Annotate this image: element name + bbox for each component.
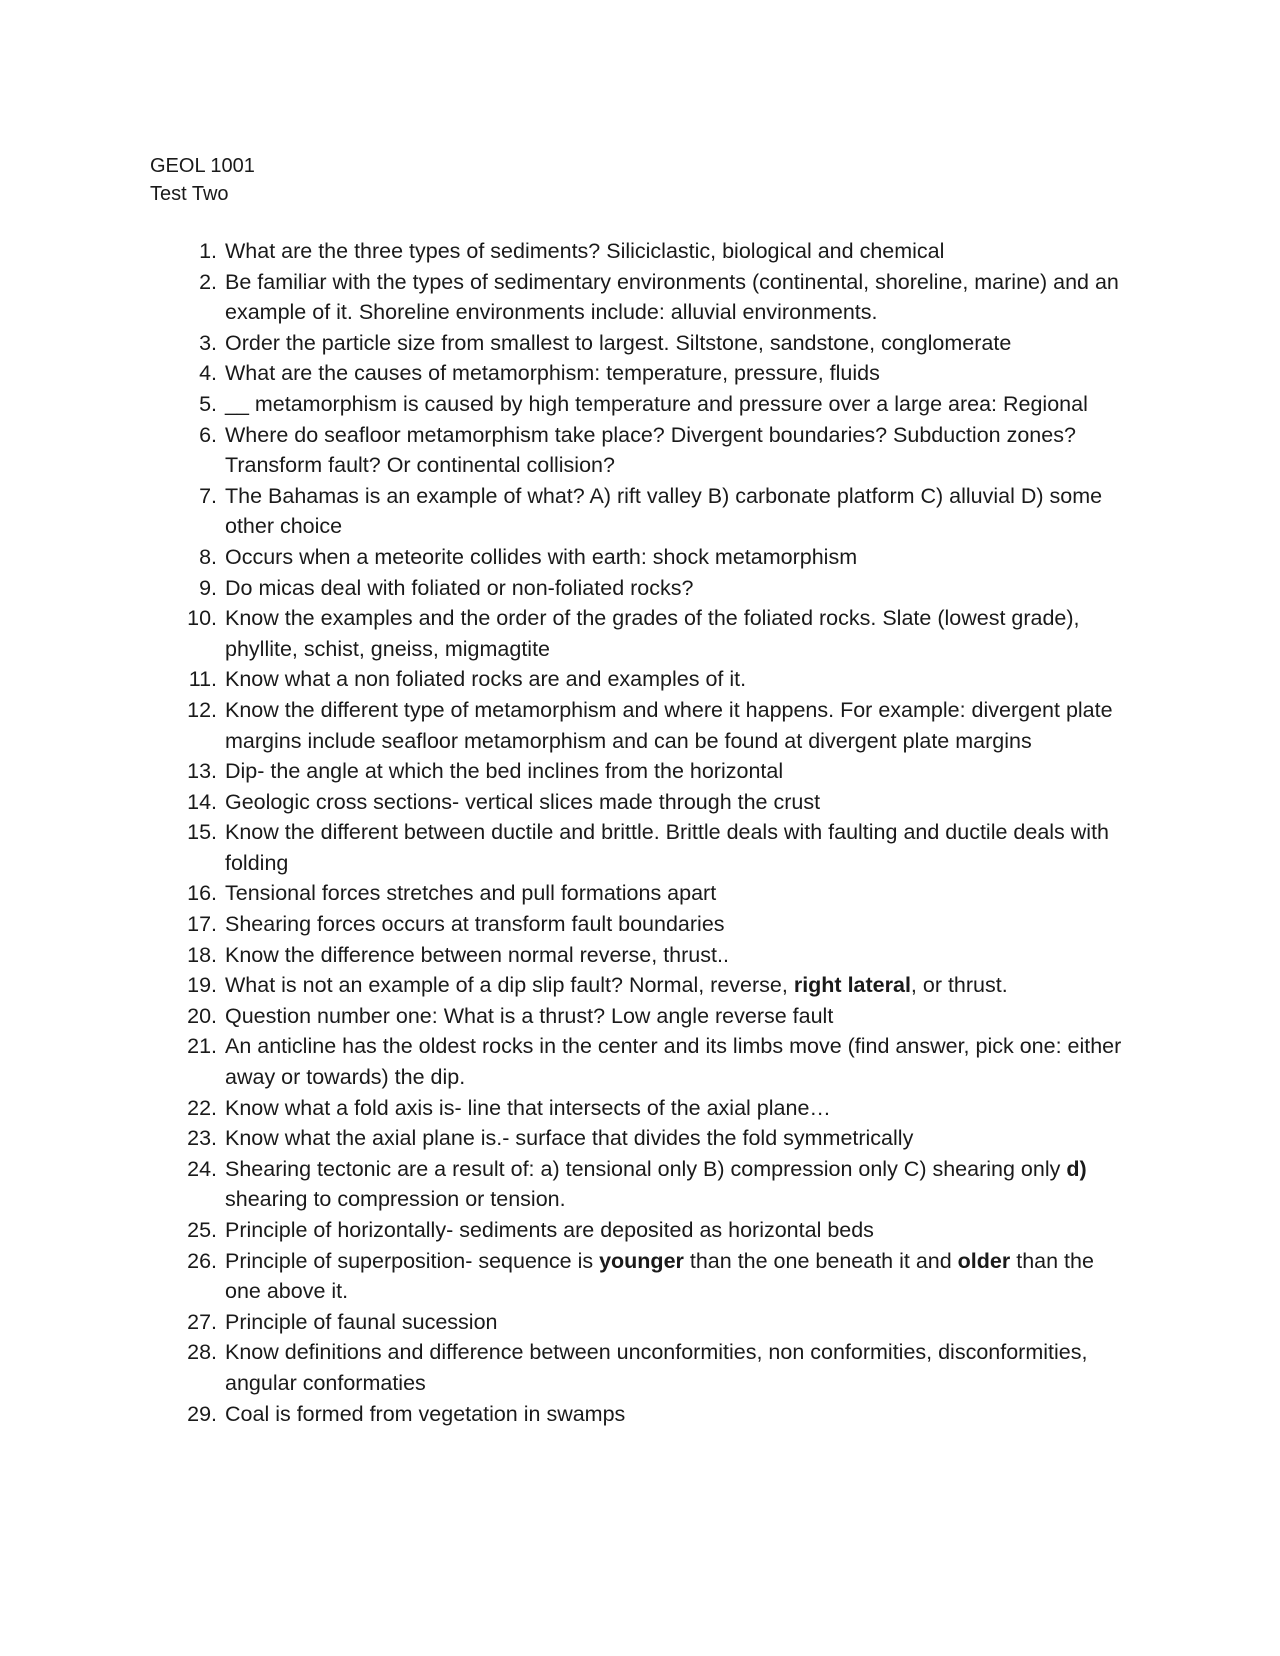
question-item	[0, 970, 1280, 1001]
question-item	[0, 1246, 1280, 1307]
question-text	[225, 1399, 1130, 1430]
question-number: 17.	[187, 912, 217, 937]
question-item	[0, 358, 1280, 389]
question-item	[0, 389, 1280, 420]
question-text-segment: Shearing tectonic are a result of: a) tensional only B) compression only C) shearing only	[225, 1156, 1067, 1181]
question-text	[225, 1154, 1130, 1215]
question-text	[225, 909, 1130, 940]
question-text-segment: An anticline has the oldest rocks in the center and its limbs move (find answer, pick one: either away or towards) the dip.	[225, 1034, 1122, 1090]
question-text-segment: Occurs when a meteorite collides with earth: shock metamorphism	[225, 544, 858, 569]
question-text-segment: What is not an example of a dip slip fault? Normal, reverse,	[225, 973, 794, 998]
question-text	[225, 1246, 1130, 1307]
question-item	[0, 1307, 1280, 1338]
question-text	[225, 481, 1130, 542]
question-number: 25.	[187, 1218, 217, 1242]
course-code: GEOL 1001	[150, 155, 255, 177]
question-item	[0, 787, 1280, 818]
question-text-segment: shearing to compression or tension.	[225, 1187, 566, 1212]
question-item	[0, 1154, 1280, 1215]
question-number: 13.	[187, 759, 217, 784]
question-text	[225, 389, 1130, 420]
question-text-segment: Principle of horizontally- sediments are deposited as horizontal beds	[225, 1218, 874, 1242]
question-number: 3.	[199, 330, 217, 355]
question-number: 9.	[199, 575, 217, 600]
question-text-segment: Know what a fold axis is- line that intersects of the axial plane…	[225, 1095, 831, 1120]
question-text-segment: Where do seafloor metamorphism take place? Divergent boundaries? Subduction zones? Transform fault? Or continental collision?	[225, 422, 1076, 478]
question-item	[0, 909, 1280, 940]
question-text-segment: than the one beneath it and	[683, 1248, 958, 1273]
question-text	[225, 695, 1130, 756]
question-number: 27.	[187, 1309, 217, 1334]
question-number: 12.	[187, 697, 217, 722]
question-text-segment: than the one above it.	[225, 1248, 1094, 1304]
question-text	[225, 1307, 1130, 1338]
question-number: 10.	[187, 606, 217, 631]
question-text-segment: __ metamorphism is caused by high temperature and pressure over a large area: Regional	[225, 391, 1088, 416]
question-number: 16.	[187, 881, 217, 906]
question-text	[225, 1031, 1130, 1092]
bold-answer: d)	[1066, 1156, 1087, 1181]
question-text-segment: Know the difference between normal reverse, thrust..	[225, 942, 729, 967]
question-item	[0, 817, 1280, 878]
question-text-segment: Know the different type of metamorphism and where it happens. For example: divergent plate margins include seafloor metamorphism and can be found at divergent plate margins	[225, 697, 1113, 753]
question-number: 24.	[187, 1156, 217, 1181]
question-text	[225, 1001, 1130, 1032]
question-item	[0, 1337, 1280, 1398]
question-text	[225, 970, 1130, 1001]
question-text	[225, 603, 1130, 664]
question-text-segment: Do micas deal with foliated or non-foliated rocks?	[225, 575, 694, 600]
question-item	[0, 236, 1280, 267]
question-item	[0, 603, 1280, 664]
question-text	[225, 756, 1130, 787]
document-header	[150, 152, 255, 208]
question-number: 18.	[187, 942, 217, 967]
question-text	[225, 542, 1130, 573]
question-text-segment: What are the causes of metamorphism: temperature, pressure, fluids	[225, 361, 880, 386]
question-item	[0, 1123, 1280, 1154]
question-text	[225, 1093, 1130, 1124]
question-number: 28.	[187, 1340, 217, 1365]
question-text	[225, 664, 1130, 695]
question-item	[0, 481, 1280, 542]
question-item	[0, 695, 1280, 756]
question-number: 11.	[188, 667, 217, 692]
question-item	[0, 940, 1280, 971]
question-text	[225, 420, 1130, 481]
question-item	[0, 328, 1280, 359]
question-item	[0, 573, 1280, 604]
question-text-segment: Tensional forces stretches and pull formations apart	[225, 881, 717, 906]
question-text-segment: Question number one: What is a thrust? Low angle reverse fault	[225, 1003, 834, 1028]
question-item	[0, 420, 1280, 481]
question-number: 23.	[187, 1126, 217, 1151]
question-text-segment: Principle of faunal sucession	[225, 1309, 498, 1334]
question-text-segment: Be familiar with the types of sedimentary environments (continental, shoreline, marine) and an example of it. Shoreline environments include: alluvial environments.	[225, 269, 1119, 325]
question-text-segment: Shearing forces occurs at transform fault boundaries	[225, 912, 725, 937]
question-number: 8.	[199, 544, 217, 569]
question-text-segment: Know the examples and the order of the grades of the foliated rocks. Slate (lowest grade), phyllite, schist, gneiss, migmagtite	[225, 606, 1080, 661]
question-list	[0, 236, 1280, 1429]
question-text-segment: What are the three types of sediments? Siliciclastic, biological and chemical	[225, 239, 945, 263]
question-item	[0, 1093, 1280, 1124]
question-text-segment: Know what the axial plane is.- surface that divides the fold symmetrically	[225, 1126, 914, 1151]
question-item	[0, 664, 1280, 695]
question-item	[0, 1031, 1280, 1092]
question-text-segment: Know the different between ductile and brittle. Brittle deals with faulting and ductile deals with folding	[225, 820, 1110, 875]
question-item	[0, 267, 1280, 328]
question-number: 15.	[187, 820, 217, 845]
question-item	[0, 542, 1280, 573]
question-text-segment: Principle of superposition- sequence is	[225, 1248, 600, 1273]
document-title: Test Two	[150, 183, 229, 205]
question-item	[0, 878, 1280, 909]
question-number: 19.	[187, 973, 217, 998]
question-number: 7.	[199, 483, 217, 508]
question-text-segment: Geologic cross sections- vertical slices made through the crust	[225, 789, 821, 814]
question-number: 2.	[199, 269, 217, 294]
question-number: 22.	[187, 1095, 217, 1120]
question-number: 4.	[199, 361, 217, 386]
bold-answer: right lateral	[793, 973, 911, 998]
question-text	[225, 817, 1130, 878]
question-text	[225, 940, 1130, 971]
question-number: 26.	[187, 1248, 217, 1273]
question-text	[225, 358, 1130, 389]
question-text-segment: The Bahamas is an example of what? A) rift valley B) carbonate platform C) alluvial D) some other choice	[225, 483, 1103, 539]
question-number: 6.	[199, 422, 217, 447]
question-text	[225, 878, 1130, 909]
question-text	[225, 267, 1130, 328]
question-number: 20.	[187, 1003, 217, 1028]
question-text	[225, 236, 1130, 267]
question-item	[0, 1001, 1280, 1032]
question-number: 14.	[187, 789, 217, 814]
question-text	[225, 573, 1130, 604]
question-item	[0, 1215, 1280, 1246]
question-text-segment: Dip- the angle at which the bed inclines from the horizontal	[225, 759, 784, 784]
question-number: 29.	[187, 1401, 217, 1426]
question-number: 1.	[199, 239, 217, 263]
question-text	[225, 787, 1130, 818]
bold-answer: older	[957, 1248, 1011, 1273]
question-text	[225, 328, 1130, 359]
question-number: 5.	[199, 391, 217, 416]
question-text-segment: Know what a non foliated rocks are and examples of it.	[225, 667, 747, 692]
question-number: 21.	[187, 1034, 217, 1059]
question-text	[225, 1215, 1130, 1246]
question-text-segment: Know definitions and difference between unconformities, non conformities, disconformities, angular conformaties	[225, 1340, 1088, 1395]
bold-answer: younger	[599, 1248, 684, 1273]
question-text-segment: Coal is formed from vegetation in swamps	[225, 1401, 626, 1426]
question-item	[0, 756, 1280, 787]
question-text-segment: , or thrust.	[910, 973, 1008, 998]
question-text	[225, 1123, 1130, 1154]
question-text	[225, 1337, 1130, 1398]
question-item	[0, 1399, 1280, 1430]
question-text-segment: Order the particle size from smallest to largest. Siltstone, sandstone, conglomerate	[225, 330, 1012, 355]
